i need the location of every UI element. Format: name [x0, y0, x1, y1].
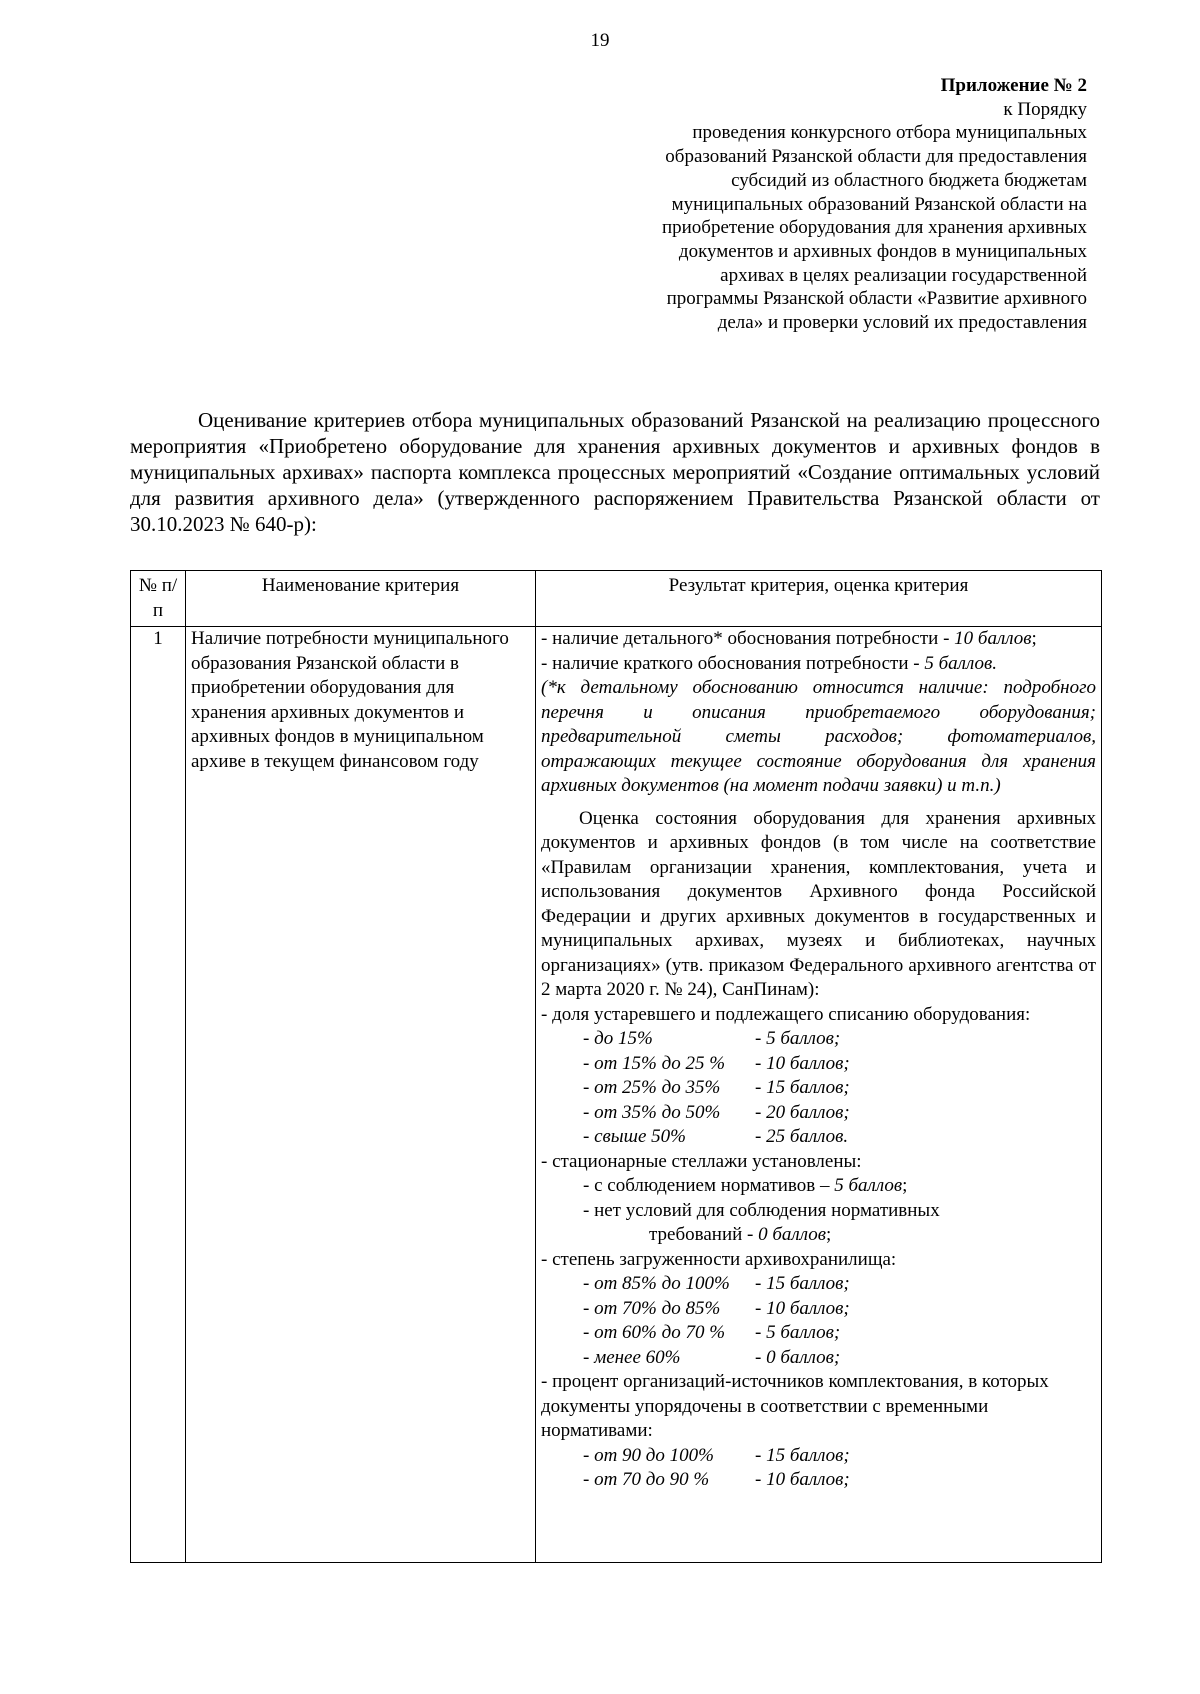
row-number: 1: [131, 627, 186, 1563]
annex-line: субсидий из областного бюджета бюджетам: [731, 169, 1087, 191]
annex-line: проведения конкурсного отбора муниципальных: [692, 122, 1087, 144]
criterion-name: Наличие потребности муниципального образования Рязанской области в приобретении оборудования для хранения архивных документов и архивных фондов в муниципальном архиве в текущем финансовом году: [186, 627, 536, 1563]
annex-line: приобретение оборудования для хранения архивных: [661, 217, 1087, 239]
criteria-table: [130, 570, 1102, 1563]
list-item: - с соблюдением нормативов – 5 баллов;: [583, 1175, 908, 1196]
table-row: [131, 627, 1102, 1563]
percent-title: - процент организаций-источников комплектования, в которых документы упорядочены в соответствии с временными нормативами:: [541, 1371, 1049, 1441]
list-item: - от 70 до 90 % - 10 баллов;: [583, 1469, 850, 1490]
header-name: Наименование критерия: [186, 571, 536, 627]
detailed-justification: - наличие детального* обоснования потребности - 10 баллов;: [541, 628, 1037, 649]
list-item: - от 25% до 35% - 15 баллов;: [583, 1077, 850, 1098]
intro-paragraph: Оценивание критериев отбора муниципальных образований Рязанской на реализацию процессного мероприятия «Приобретено оборудование для хранения архивных документов и архивных фондов в муниципальных архивах» паспорта комплекса процессных мероприятий «Создание оптимальных условий для развития архивного дела» (утвержденного распоряжением Правительства Рязанской области от 30.10.2023 № 640-р):: [130, 408, 1100, 536]
score: 10 баллов: [954, 628, 1032, 649]
assessment-paragraph: Оценка состояния оборудования для хранения архивных документов и архивных фондов (в том числе на соответствие «Правилам организации хранения, комплектования, учета и использования документов Архивного фонда Российской Федерации и других архивных документов в государственных и муниципальных архивах, музеях и библиотеках, научных организациях» (утв. приказом Федерального архивного агентства от 2 марта 2020 г. № 24), СанПинам):: [541, 807, 1096, 1000]
share-title: - доля устаревшего и подлежащего списанию оборудования:: [541, 1003, 1031, 1025]
page-number: 19: [590, 30, 610, 51]
list-item: - от 85% до 100% - 15 баллов;: [583, 1273, 850, 1294]
annex-header: [527, 74, 1087, 335]
annex-line: образований Рязанской области для предоставления: [665, 146, 1087, 168]
annex-title: Приложение № 2: [940, 75, 1087, 96]
shelves-title: - стационарные стеллажи установлены:: [541, 1150, 862, 1172]
header-result: Результат критерия, оценка критерия: [536, 571, 1102, 627]
annex-line: дела» и проверки условий их предоставления: [717, 312, 1087, 334]
assessment-block: [541, 807, 1096, 1493]
list-item: - свыше 50% - 25 баллов.: [583, 1126, 849, 1147]
load-title: - степень загруженности архивохранилища:: [541, 1248, 897, 1270]
list-item: - от 70% до 85% - 10 баллов;: [583, 1297, 850, 1319]
list-item: - от 60% до 70 % - 5 баллов;: [583, 1322, 841, 1343]
list-item: - менее 60% - 0 баллов;: [583, 1346, 841, 1368]
annex-line: документов и архивных фондов в муниципальных: [678, 240, 1087, 262]
criterion-result: [536, 627, 1102, 1563]
annex-line: программы Рязанской области «Развитие архивного: [666, 288, 1087, 310]
list-item: - нет условий для соблюдения нормативных: [583, 1199, 940, 1221]
header-num: № п/п: [131, 571, 186, 627]
annex-line: к Порядку: [1003, 98, 1087, 120]
intro-section: [130, 407, 1100, 537]
annex-line: архивах в целях реализации государственной: [720, 264, 1087, 286]
list-item: - до 15% - 5 баллов;: [583, 1028, 841, 1049]
list-item: - от 35% до 50% - 20 баллов;: [583, 1101, 850, 1123]
annex-line: муниципальных образований Рязанской области на: [671, 193, 1087, 215]
brief-justification: - наличие краткого обоснования потребности - 5 баллов.: [541, 652, 997, 674]
table-header-row: [131, 571, 1102, 627]
score: 5 баллов.: [924, 652, 997, 674]
list-item: требований - 0 баллов;: [649, 1224, 832, 1245]
footnote: (*к детальному обоснованию относится наличие: подробного перечня и описания приобретаемого оборудования; предварительной сметы расходов; фотоматериалов, отражающих текущее состояние оборудования для хранения архивных документов (на момент подачи заявки) и т.п.): [541, 677, 1096, 796]
list-item: - от 15% до 25 % - 10 баллов;: [583, 1052, 850, 1074]
list-item: - от 90 до 100% - 15 баллов;: [583, 1444, 850, 1466]
